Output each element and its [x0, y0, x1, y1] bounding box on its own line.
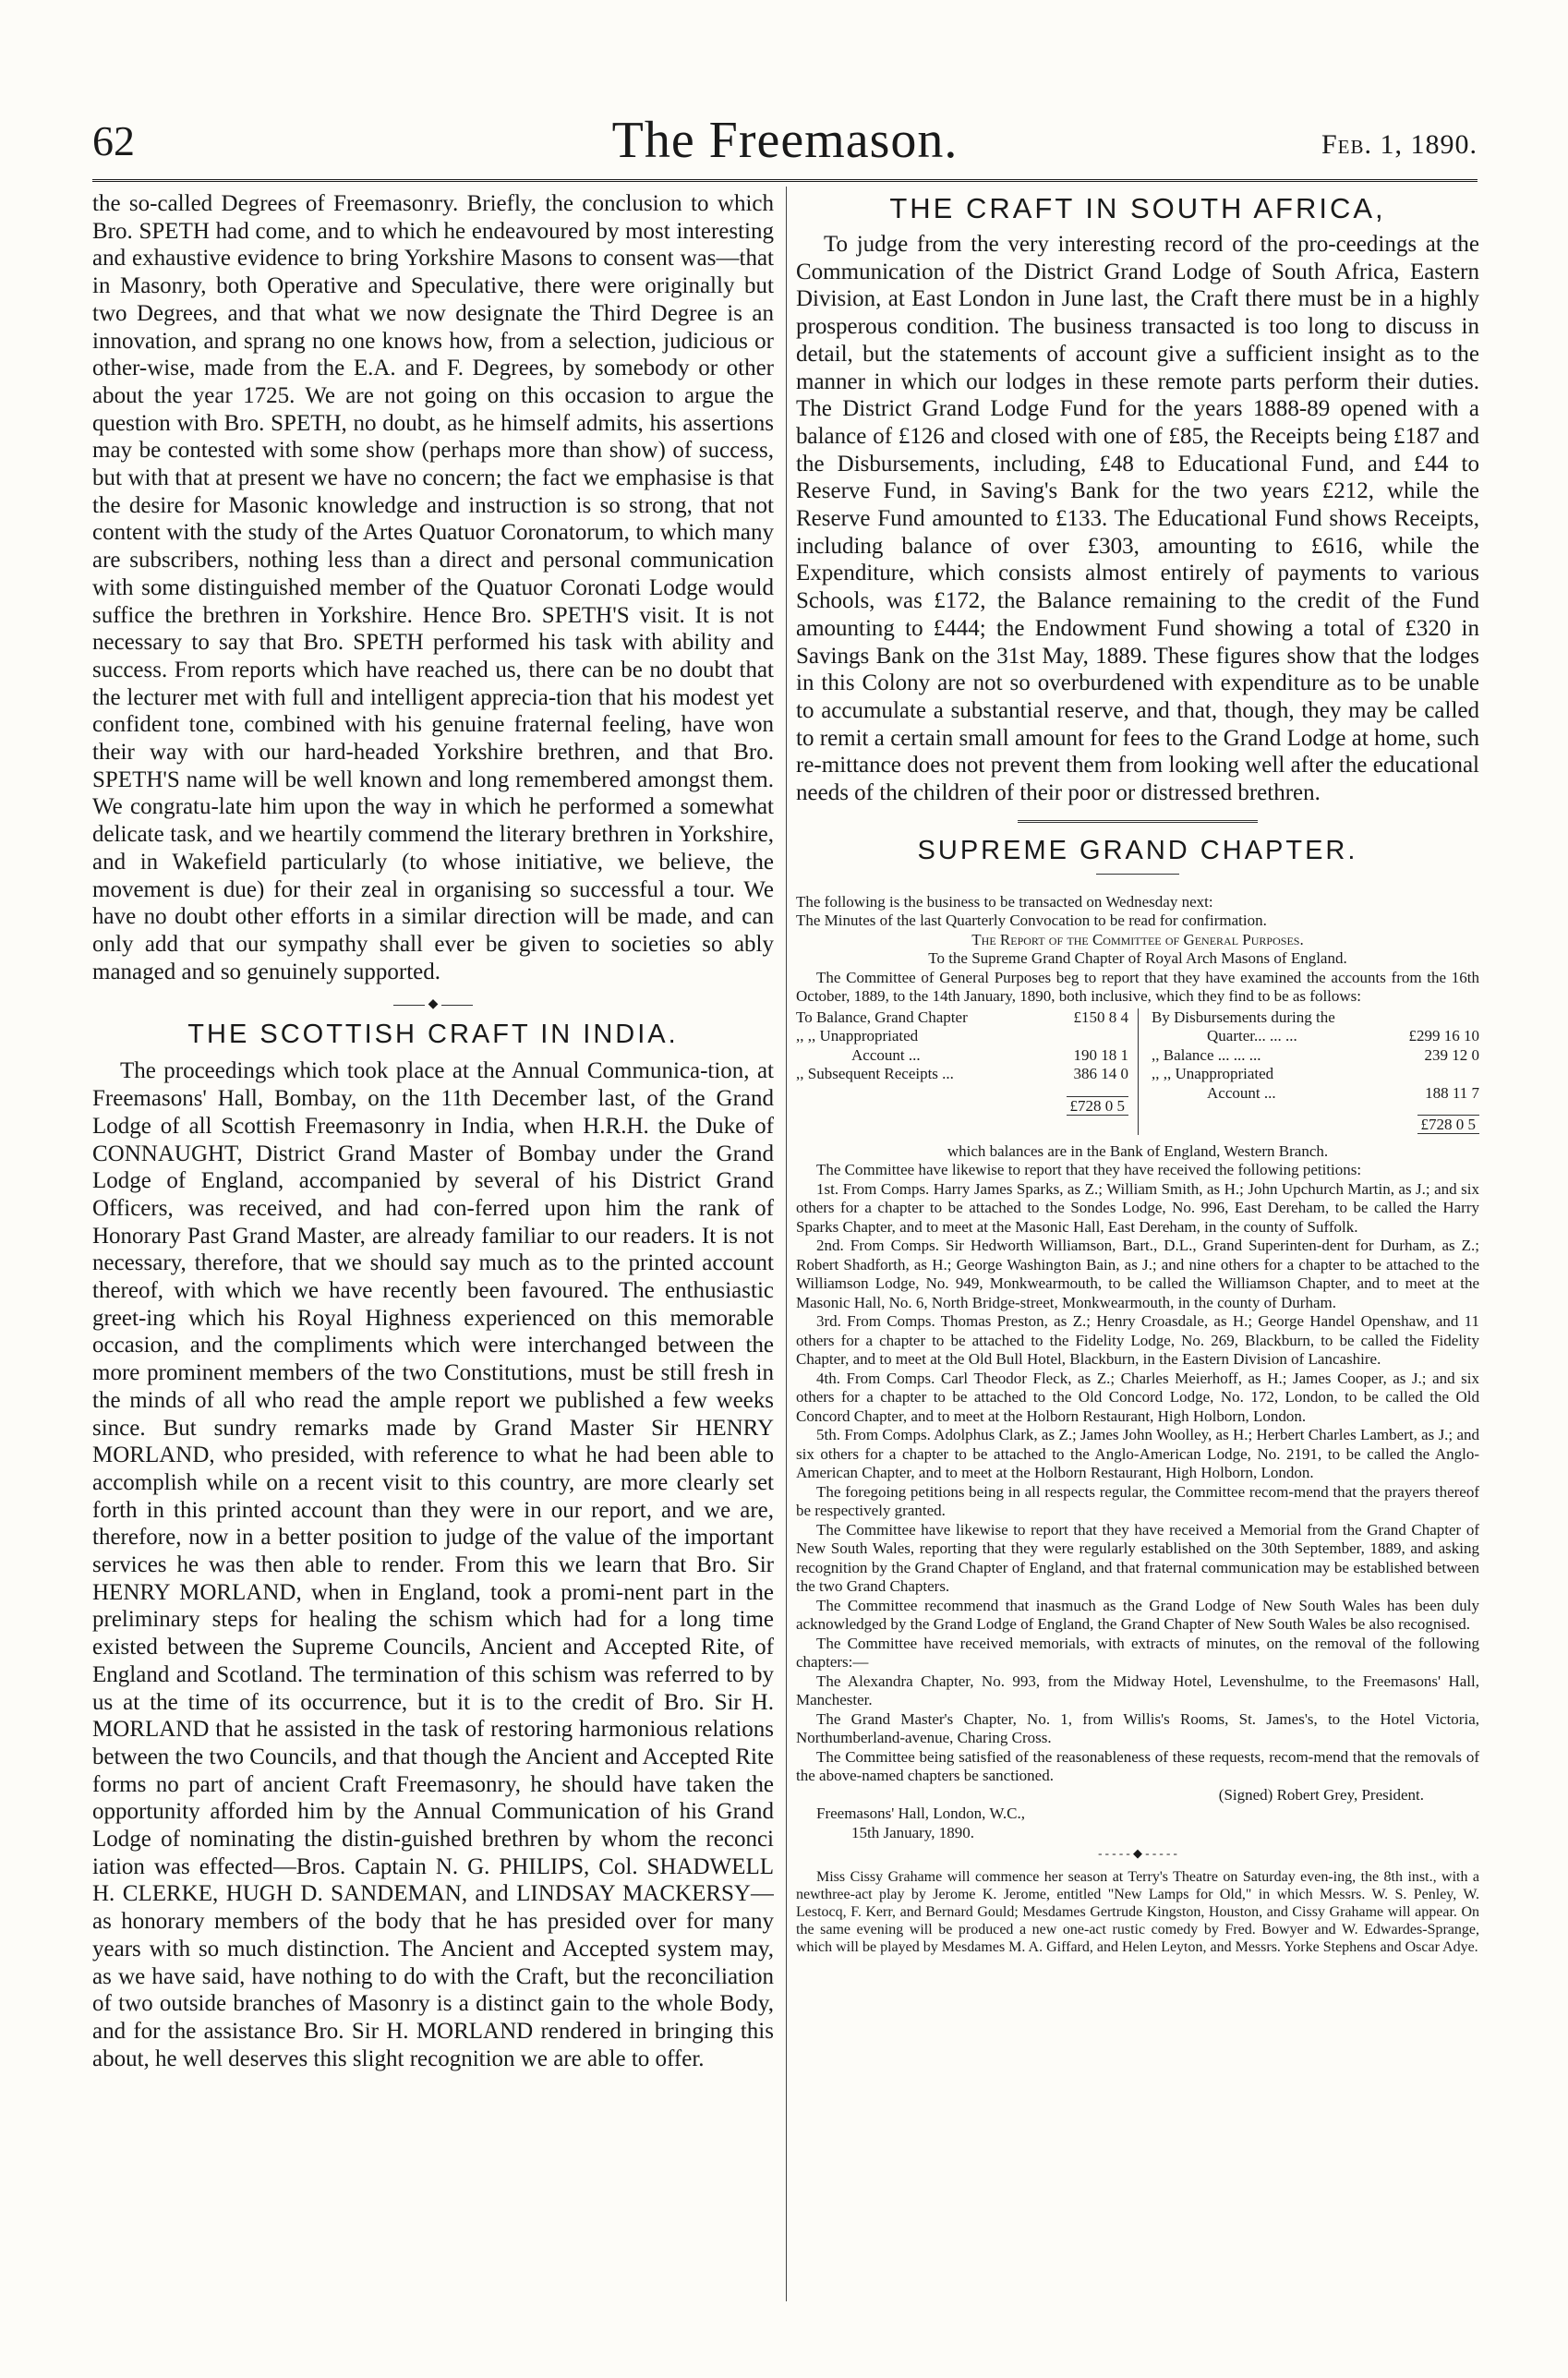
account-row	[1152, 1065, 1479, 1084]
heading-craft-south-africa: THE CRAFT IN SOUTH AFRICA,	[889, 192, 1386, 224]
petition-5: 5th. From Comps. Adolphus Clark, as Z.; James John Woolley, as H.; Herbert Charles Lambert, as J.; and six others for a chapter to be attached to the Anglo-American Lodge, No. 2191, to be called the Anglo-American Chapter, and to meet at the Holborn Restaurant, High Holborn, London.	[796, 1426, 1479, 1482]
theatre-notice	[796, 1868, 1479, 1956]
account-row	[1152, 1008, 1479, 1028]
section-divider: ◆	[92, 996, 774, 1012]
accounts-table	[796, 1008, 1479, 1135]
paragraph: The Grand Master's Chapter, No. 1, from Willis's Rooms, St. James's, to the Hotel Victoria, Northumberland-avenue, Charing Cross.	[796, 1709, 1479, 1747]
column-divider	[786, 187, 787, 2301]
paragraph: The Committee have received memorials, with extracts of minutes, on the removal of the following chapters:—	[796, 1634, 1479, 1672]
article-craft-south-africa	[796, 231, 1479, 807]
petition-4: 4th. From Comps. Carl Theodor Fleck, as Z.; Charles Meierhoff, as H.; James Cooper, as J.; and six others for a chapter to be attached to the Old Concord Lodge, No. 172, London, to be called the Old Concord Chapter, and to meet at the Holborn Restaurant, High Holborn, London.	[796, 1369, 1479, 1425]
account-row	[796, 1046, 1128, 1066]
petition-2: 2nd. From Comps. Sir Hedworth Williamson, Bart., D.L., Grand Superinten-dent for Durham, as Z.; Robert Shadforth, as H.; George Washington Bain, as J.; and nine others for a chapter to be attached to the Williamson Lodge, No. 949, Monkwearmouth, to be called the Williamson Chapter, and to meet at the Masonic Hall, No. 6, North Bridge-street, Monkwearmouth, in the county of Durham.	[796, 1237, 1479, 1311]
account-row	[1152, 1084, 1479, 1104]
account-label: ,, ,, Unappropriated	[1152, 1065, 1274, 1083]
accounts-disbursements	[1138, 1008, 1479, 1135]
account-label: ,, Balance ... ... ...	[1152, 1045, 1261, 1064]
petition-3: 3rd. From Comps. Thomas Preston, as Z.; Henry Croasdale, as H.; George Handel Openshaw, and 11 others for a chapter to be attached to the Fidelity Lodge, No. 269, Blackburn, to be called the Fidelity Chapter, and to meet at the Old Bull Hotel, Blackburn, in the Eastern Division of Lancashire.	[796, 1312, 1479, 1369]
account-label: ,, ,, Unappropriated	[796, 1027, 919, 1045]
header-rule	[92, 179, 1478, 182]
article-scottish-craft-india	[92, 1057, 774, 2072]
account-total	[796, 1097, 1128, 1117]
account-row	[1152, 1027, 1479, 1046]
sign-date: 15th January, 1890.	[851, 1823, 974, 1841]
left-column	[92, 190, 774, 2314]
account-amount: 239 12 0	[1424, 1045, 1479, 1064]
signature: (Signed) Robert Grey, President.	[1218, 1785, 1424, 1804]
total-amount: £728 0 5	[1067, 1096, 1129, 1116]
chapter-petitions	[796, 1142, 1479, 1786]
paragraph: The Alexandra Chapter, No. 993, from the Midway Hotel, Levenshulme, to the Freemasons' Hall, Manchester.	[796, 1672, 1479, 1709]
account-total	[1152, 1116, 1479, 1135]
account-row	[796, 1027, 1128, 1046]
committee-paragraph: The Committee of General Purposes beg to report that they have examined the accounts from the 16th October, 1889, to the 14th January, 1890, both inclusive, which they find to be as follows:	[796, 968, 1479, 1006]
petition-1: 1st. From Comps. Harry James Sparks, as Z.; William Smith, as H.; John Upchurch Martin, as J.; and six others for a chapter to be attached to the Sondes Lodge, No. 996, East Dereham, to be called the Harry Sparks Chapter, and to meet at the Masonic Hall, East Dereham, in the county of Suffolk.	[796, 1179, 1479, 1236]
account-label: Account ...	[851, 1045, 921, 1064]
chapter-business	[796, 893, 1479, 1007]
paragraph: The foregoing petitions being in all respects regular, the Committee recom-mend that the prayers thereof be respectively granted.	[796, 1482, 1479, 1520]
account-row	[796, 1065, 1128, 1084]
paragraph: which balances are in the Bank of England, Western Branch.	[947, 1141, 1329, 1160]
heading-rule	[1096, 874, 1179, 875]
intro-line: To the Supreme Grand Chapter of Royal Arch Masons of England.	[928, 949, 1347, 968]
account-label: To Balance, Grand Chapter	[796, 1008, 968, 1026]
intro-line: The following is the business to be transacted on Wednesday next:	[796, 892, 1213, 911]
issue-date: Feb. 1, 1890.	[1321, 129, 1478, 160]
paragraph: The proceedings which took place at the Annual Communica-tion, at Freemasons' Hall, Bombay, on the 11th December last, of the Grand Lodge of all Scottish Freemasonry in India, when H.R.H. the Duke of CONNAUGHT, District Grand Master of Bombay under the Grand Lodge of England, accompanied by several of his District Grand Officers, was received, and had con-ferred upon him the rank of Honorary Past Grand Master, are already familiar to our readers. It is not necessary, therefore, that we should say much as to the printed account thereof, with which we have recently been favoured. The enthusiastic greet-ing which his Royal Highness experienced on this memorable occasion, and the compliments which were interchanged between the more prominent members of the two Constitutions, must be still fresh in the minds of all who read the ample report we published a few weeks since. But sundry remarks made by Grand Master Sir HENRY MORLAND, who presided, with reference to what he had been able to accomplish while on a recent visit to this country, are more clearly set forth in this printed account than they were in our report, and we are, therefore, now in a better position to judge of the value of the important services he was then able to render. From this we learn that Bro. Sir HENRY MORLAND, when in England, took a promi-nent part in the preliminary steps for healing the schism which had for a long time existed between the Supreme Councils, Ancient and Accepted Rite, of England and Scotland. The termination of this schism was referred to by us at the time of its occurrence, but it is to the credit of Bro. Sir H. MORLAND that he assisted in the task of restoring harmonious relations between the two Councils, and that though the Ancient and Accepted Rite forms no part of ancient Craft Freemasonry, he should have taken the opportunity afforded him by the Annual Communication of his Grand Lodge of nominating the distin-guished brethren by whom the reconci iation was effected—Bros. Captain N. G. PHILIPS, Col. SHADWELL H. CLERKE, HUGH D. SANDEMAN, and LINDSAY MACKERSY—as honorary members of the body that he has presided over for many years with so much distinction. The Ancient and Accepted system may, as we have said, have nothing to do with the Craft, but the reconciliation of two outside branches of Masonry is a distinct gain to the whole Body, and for the assistance Bro. Sir H. MORLAND rendered in bringing this about, he well deserves this slight recognition we are able to offer.	[92, 1058, 774, 2071]
account-row	[796, 1008, 1128, 1028]
intro-line: The Report of the Committee of General Purposes.	[971, 930, 1304, 948]
paragraph: The Committee have likewise to report that they have received the following petitions:	[816, 1161, 1362, 1179]
account-amount: 190 18 1	[1073, 1045, 1128, 1064]
paragraph: Miss Cissy Grahame will commence her season at Terry's Theatre on Saturday even-ing, the 8th inst., with a newthree-act play by Jerome K. Jerome, entitled "New Lamps for Old," in which Messrs. W. S. Penley, W. Lestocq, F. Kerr, and Bernard Gould; Mesdames Gertrude Kingston, Houston, and Cissy Grahame will appear. On the same evening will be produced a new one-act rustic comedy by Fred. Bowyer and W. Edwardes-Sprange, which will be played by Mesdames M. A. Giffard, and Helen Leyton, and Messrs. Yorke Stephens and Oscar Adye.	[796, 1869, 1479, 1956]
paragraph: The Committee recommend that inasmuch as the Grand Lodge of New South Wales has been duly acknowledged by the Grand Lodge of England, the Grand Chapter of New South Wales be also recognised.	[796, 1596, 1479, 1634]
paragraph: The Committee have likewise to report that they have received a Memorial from the Grand Chapter of New South Wales, reporting that they were regularly established on the 30th September, 1889, and asking recognition by the Grand Chapter of England, and that fraternal communication may be established between the two Grand Chapters.	[796, 1520, 1479, 1596]
accounts-receipts	[796, 1008, 1138, 1135]
article-speth-continued	[92, 190, 774, 985]
paragraph: the so-called Degrees of Freemasonry. Briefly, the conclusion to which Bro. SPETH had come, and to which he endeavoured by most interesting and exhaustive evidence to bring Yorkshire Masons to consent was—that in Masonry, both Operative and Speculative, there were originally but two Degrees, and that what we now designate the Third Degree is an innovation, and sprang no one knows how, from a selection, judicious or other-wise, made from the E.A. and F. Degrees, by somebody or other about the year 1725. We are not going on this occasion to argue the question with Bro. SPETH, no doubt, as he himself admits, his assertions may be contested with some show (perhaps more than show) of success, but with that at present we have no concern; the fact we emphasise is that the desire for Masonic knowledge and instruction is so strong, that not content with the study of the Artes Quatuor Coronatorum, to which many are subscribers, nothing less than a direct and personal communication with some distinguished member of the Quatuor Coronati Lodge would suffice the brethren in Yorkshire. Hence Bro. SPETH'S visit. It is not necessary to say that Bro. SPETH performed his task with ability and success. From reports which have reached us, there can be no doubt that the lecturer met with full and intelligent apprecia-tion that his modest yet confident tone, combined with his genuine fraternal feeling, have won their way with our hard-headed Yorkshire brethren, and that Bro. SPETH'S name will be well known and long remembered amongst them. We congratu-late him upon the way in which he performed a somewhat delicate task, and we heartily commend the literary brethren in Yorkshire, and in Wakefield particularly (to whose initiative, we believe, the movement is due) for their zeal in organising so successful a tour. We have no doubt other efforts in a similar direction will be made, and can only add that our sympathy shall ever be given to societies so ably managed and so genuinely supported.	[92, 191, 774, 984]
intro-line: The Minutes of the last Quarterly Convocation to be read for confirmation.	[796, 911, 1267, 930]
right-column	[796, 190, 1479, 2314]
account-amount: 188 11 7	[1425, 1083, 1479, 1102]
account-label: Account ...	[1207, 1083, 1276, 1102]
account-row	[1152, 1046, 1479, 1066]
heading-scottish-craft-india: THE SCOTTISH CRAFT IN INDIA.	[187, 1020, 679, 1050]
masthead-title: The Freemason.	[611, 112, 959, 169]
account-label: ,, Subsequent Receipts ...	[796, 1065, 954, 1083]
heading-supreme-grand-chapter: SUPREME GRAND CHAPTER.	[917, 835, 1358, 865]
account-label: Quarter... ... ...	[1207, 1027, 1297, 1045]
page-number: 62	[92, 117, 135, 164]
page-header	[92, 111, 1478, 175]
total-amount: £728 0 5	[1417, 1115, 1480, 1134]
section-divider	[1018, 820, 1258, 823]
sign-place: Freemasons' Hall, London, W.C.,	[816, 1805, 1025, 1823]
account-label: By Disbursements during the	[1152, 1008, 1335, 1026]
paragraph: To judge from the very interesting record of the pro-ceedings at the Communication of the District Grand Lodge of South Africa, Eastern Division, at East London in June last, the Craft there must be in a highly prosperous condition. The business transacted is too long to discuss in detail, but the statements of account give a sufficient insight as to the manner in which our lodges in these remote parts perform their duties. The District Grand Lodge Fund for the years 1888-89 opened with a balance of £126 and closed with one of £85, the Receipts being £187 and the Disbursements, including, £48 to Educational Fund, and £44 to Reserve Fund, in Saving's Bank for the two years £212, while the Reserve Fund amounted to £133. The Educational Fund shows Receipts, including balance of over £303, amounting to £616, while the Expenditure, which consists almost entirely of payments to various Schools, was £172, the Balance remaining to the credit of the Fund amounting to £444; the Endowment Fund showing a total of £320 in Savings Bank on the 31st May, 1889. These figures show that the lodges in this Colony are not so overburdened with expenditure as to be unable to accumulate a substantial reserve, and that, though, they may be called to remit a certain small amount for fees to the Grand Lodge at home, such re-mittance does not prevent them from looking well after the educational needs of the children of their poor or distressed brethren.	[796, 232, 1479, 806]
account-amount: £299 16 10	[1408, 1027, 1479, 1045]
section-divider: - - - - - ◆ - - - - -	[1098, 1846, 1177, 1861]
account-amount: 386 14 0	[1073, 1065, 1128, 1083]
account-amount: £150 8 4	[1073, 1008, 1128, 1026]
signature-place-date	[796, 1805, 1479, 1842]
paragraph: The Committee being satisfied of the reasonableness of these requests, recom-mend that the removals of the above-named chapters be sanctioned.	[796, 1747, 1479, 1785]
